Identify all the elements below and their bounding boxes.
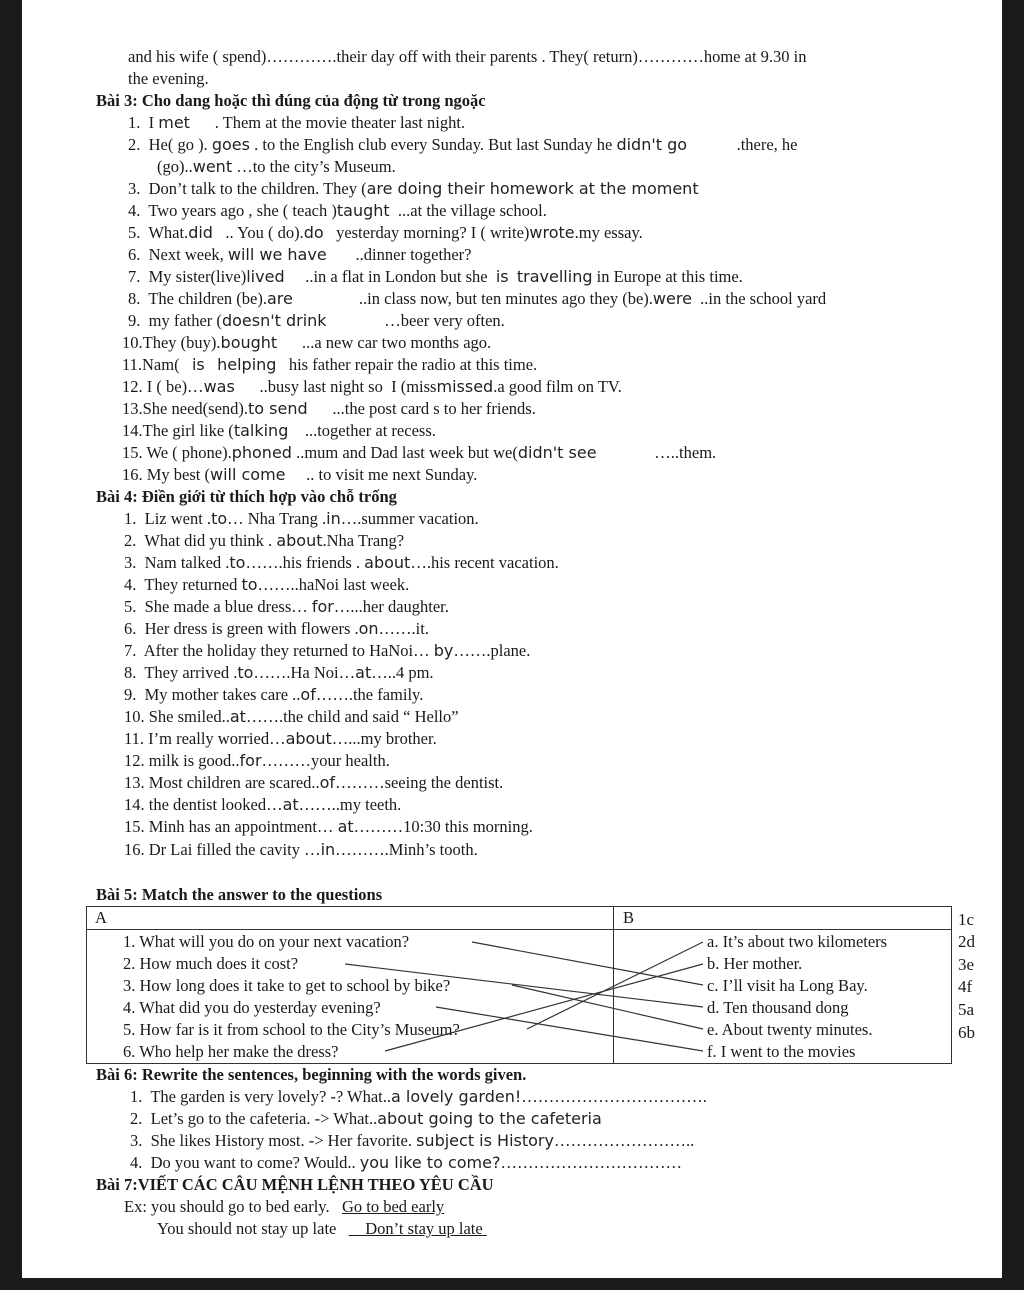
- match-line-1c: [472, 942, 703, 985]
- bai3-item: (go)..went …to the city’s Museum.: [157, 157, 396, 176]
- bai3-item: 1. I met . Them at the movie theater last night.: [128, 113, 466, 132]
- bai4-item: 1. Liz went .to… Nha Trang .in….summer vacation.: [124, 509, 479, 528]
- column-b-header: B: [623, 908, 635, 927]
- bai4-item: 7. After the holiday they returned to HaNoi… by…….plane.: [124, 641, 531, 660]
- question-item: 3. How long does it take to get to school by bike?: [123, 976, 451, 995]
- answer-item: b. Her mother.: [707, 954, 803, 973]
- answer-item: f. I went to the movies: [707, 1042, 856, 1061]
- bai6-item: 3. She likes History most. -> Her favorite. subject is History……………………..: [130, 1131, 695, 1150]
- bai3-item: 6. Next week, will we have ..dinner together?: [128, 245, 472, 264]
- match-line-2d: [345, 964, 703, 1007]
- bai3-item: 14.The girl like (talking ...together at recess.: [122, 421, 436, 440]
- bai3-item: 2. He( go ). goes . to the English club every Sunday. But last Sunday he didn't go .there, he: [128, 135, 798, 154]
- answer-key: 5a: [958, 1000, 975, 1019]
- question-item: 5. How far is it from school to the City’s Museum?: [123, 1020, 460, 1039]
- bai3-item: 4. Two years ago , she ( teach )taught ...at the village school.: [128, 201, 547, 220]
- bai4-item: 14. the dentist looked…at……..my teeth.: [124, 795, 402, 814]
- answer-key: 3e: [958, 955, 975, 974]
- bai4-item: 12. milk is good..for………your health.: [124, 751, 390, 770]
- bai3-item: 10.They (buy).bought ...a new car two months ago.: [122, 333, 492, 352]
- bai4-item: 9. My mother takes care ..of…….the family.: [124, 685, 424, 704]
- answer-item: c. I’ll visit ha Long Bay.: [707, 976, 868, 995]
- bai4-item: 6. Her dress is green with flowers .on…….it.: [124, 619, 429, 638]
- match-line-4f: [436, 1007, 703, 1051]
- bai3-item: 15. We ( phone).phoned ..mum and Dad last week but we(didn't see …..them.: [122, 443, 717, 462]
- answer-key: 4f: [958, 977, 973, 996]
- bai4-item: 4. They returned to……..haNoi last week.: [124, 575, 410, 594]
- match-line-6b: [385, 964, 703, 1051]
- question-item: 2. How much does it cost?: [123, 954, 299, 973]
- bai4-title: Bài 4: Điền giới từ thích hợp vào chỗ trống: [96, 487, 397, 506]
- answer-key: 6b: [958, 1023, 975, 1042]
- bai3-item: 9. my father (doesn't drink …beer very often.: [128, 311, 505, 330]
- intro-line-1: and his wife ( spend)………….their day off with their parents . They( return)…………home at 9.30 in: [128, 47, 807, 66]
- bai3-item: 5. What.did .. You ( do).do yesterday morning? I ( write)wrote.my essay.: [128, 223, 643, 242]
- bai6-item: 2. Let’s go to the cafeteria. -> What..about going to the cafeteria: [130, 1109, 602, 1128]
- bai6-title: Bài 6: Rewrite the sentences, beginning with the words given.: [96, 1065, 527, 1084]
- bai3-item: 11.Nam( is helping his father repair the radio at this time.: [122, 355, 538, 374]
- bai7-title: Bài 7:VIẾT CÁC CÂU MỆNH LỆNH THEO YÊU CẦU: [96, 1175, 494, 1194]
- answer-item: e. About twenty minutes.: [707, 1020, 873, 1039]
- bai7-example: Ex: you should go to bed early. Go to bed early: [124, 1197, 445, 1216]
- bai3-item: 12. I ( be)…was ..busy last night so I (missmissed.a good film on TV.: [122, 377, 622, 396]
- question-item: 4. What did you do yesterday evening?: [123, 998, 381, 1017]
- bai3-item: 7. My sister(live)lived ..in a flat in London but she is travelling in Europe at this time.: [128, 267, 743, 286]
- bai4-item: 5. She made a blue dress… for…...her daughter.: [124, 597, 449, 616]
- answer-key: 1c: [958, 910, 975, 929]
- column-a-header: A: [95, 908, 107, 927]
- question-item: 1. What will you do on your next vacation?: [123, 932, 410, 951]
- bai3-item: 16. My best (will come .. to visit me next Sunday.: [122, 465, 478, 484]
- bai4-item: 11. I’m really worried…about…...my brother.: [124, 729, 437, 748]
- answer-key: 2d: [958, 932, 975, 951]
- bai3-item: 3. Don’t talk to the children. They (are doing their homework at the moment: [128, 179, 699, 198]
- question-item: 6. Who help her make the dress?: [123, 1042, 339, 1061]
- bai4-item: 15. Minh has an appointment… at………10:30 this morning.: [124, 817, 533, 836]
- bai4-item: 10. She smiled..at…….the child and said “ Hello”: [124, 707, 459, 726]
- bai4-item: 13. Most children are scared..of………seeing the dentist.: [124, 773, 504, 792]
- bai6-item: 1. The garden is very lovely? -? What..a lovely garden!…………………………….: [130, 1087, 707, 1106]
- bai3-title: Bài 3: Cho dang hoặc thì đúng của động từ trong ngoặc: [96, 91, 486, 110]
- bai7-example-2: You should not stay up late Don’t stay up late: [157, 1219, 483, 1238]
- bai3-item: 8. The children (be).are ..in class now, but ten minutes ago they (be).were ..in the school yard: [128, 289, 827, 308]
- bai4-item: 2. What did yu think . about.Nha Trang?: [124, 531, 405, 550]
- bai4-item: 16. Dr Lai filled the cavity …in……….Minh’s tooth.: [124, 840, 478, 859]
- bai4-item: 8. They arrived .to…….Ha Noi…at…..4 pm.: [124, 663, 434, 682]
- bai6-item: 4. Do you want to come? Would.. you like to come?……………………………: [130, 1153, 682, 1172]
- bai5-title: Bài 5: Match the answer to the questions: [96, 885, 383, 904]
- bai4-item: 3. Nam talked .to…….his friends . about….his recent vacation.: [124, 553, 559, 572]
- intro-line-2: the evening.: [128, 69, 209, 88]
- answer-item: d. Ten thousand dong: [707, 998, 849, 1017]
- match-line-5a: [527, 942, 703, 1029]
- answer-item: a. It’s about two kilometers: [707, 932, 888, 951]
- bai3-item: 13.She need(send).to send ...the post card s to her friends.: [122, 399, 536, 418]
